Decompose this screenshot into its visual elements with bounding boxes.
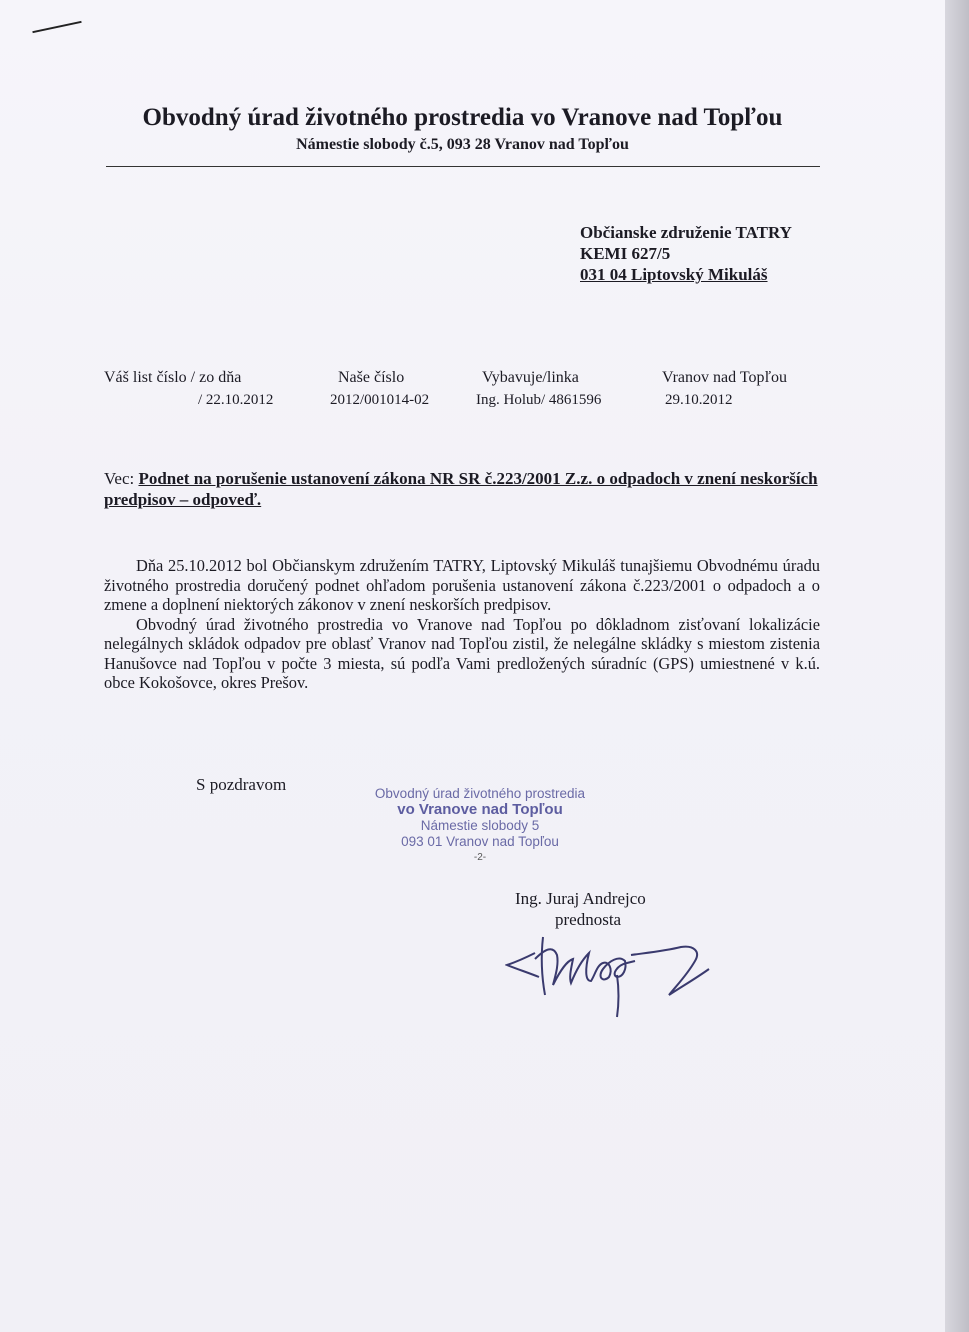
handwritten-signature: [505, 925, 715, 1025]
recipient-street: KEMI 627/5: [580, 244, 671, 263]
header-divider: [106, 166, 820, 167]
office-stamp: [370, 786, 590, 866]
stamp-line-3: Námestie slobody 5: [420, 818, 540, 833]
signer-name: Ing. Juraj Andrejco: [515, 889, 646, 908]
stamp-line-1: Obvodný úrad životného prostredia: [374, 786, 586, 801]
subject-line: [104, 468, 824, 510]
stamp-line-2: vo Vranove nad Topľou: [397, 801, 563, 818]
signer-block: [515, 888, 646, 930]
body-paragraph-1: Dňa 25.10.2012 bol Občianskym združením TATRY, Liptovský Mikuláš tunajšiemu Obvodnému úradu životného prostredia doručený podnet ohľadom porušenia ustanovení zákona č.223/2001 o odpadoch a o zmene a doplnení niektorých zákonov v znení neskorších predpisov.: [104, 556, 820, 614]
ref-our-number-value: 2012/001014-02: [330, 392, 430, 408]
letter-body: [104, 556, 820, 693]
ref-our-number: [330, 367, 429, 411]
subject-label: Vec:: [104, 469, 135, 488]
signer-role: prednosta: [555, 910, 622, 929]
ref-handled-by-value: Ing. Holub/ 4861596: [476, 392, 602, 408]
ref-our-number-label: Naše číslo: [338, 369, 405, 386]
office-title: Obvodný úrad životného prostredia vo Vranove nad Topľou: [142, 104, 783, 131]
ref-place: Vranov nad Topľou: [662, 369, 787, 386]
ref-your-letter: [104, 367, 273, 411]
ref-your-letter-label: Váš list číslo / zo dňa: [104, 369, 242, 386]
scan-mark: [32, 21, 81, 33]
recipient-block: [580, 222, 792, 285]
ref-handled-by: [476, 367, 601, 411]
stamp-line-5: -2-: [473, 852, 487, 863]
stamp-line-4: 093 01 Vranov nad Topľou: [401, 834, 559, 849]
body-paragraph-2: Obvodný úrad životného prostredia vo Vranove nad Topľou po dôkladnom zisťovaní lokalizácie nelegálnych skládok odpadov pre oblasť Vranov nad Topľou zistil, že nelegálne skládky s miestom zistenia Hanušovce nad Topľou v počte 3 miesta, sú podľa Vami predložených súradníc (GPS) umiestnené v k.ú. obce Kokošovce, okres Prešov.: [104, 614, 820, 692]
scan-edge: [945, 0, 969, 1332]
ref-your-letter-value: / 22.10.2012: [198, 392, 274, 408]
subject-text: Podnet na porušenie ustanovení zákona NR SR č.223/2001 Z.z. o odpadoch v znení neskorších predpisov – odpoveď.: [104, 469, 818, 509]
recipient-city: 031 04 Liptovský Mikuláš: [580, 265, 768, 284]
office-address: Námestie slobody č.5, 093 28 Vranov nad Topľou: [296, 136, 629, 153]
ref-place-date: [662, 367, 787, 411]
recipient-name: Občianske združenie TATRY: [580, 223, 792, 242]
ref-handled-by-label: Vybavuje/linka: [482, 369, 579, 386]
ref-date: 29.10.2012: [665, 392, 733, 408]
closing-greeting: S pozdravom: [196, 775, 287, 794]
